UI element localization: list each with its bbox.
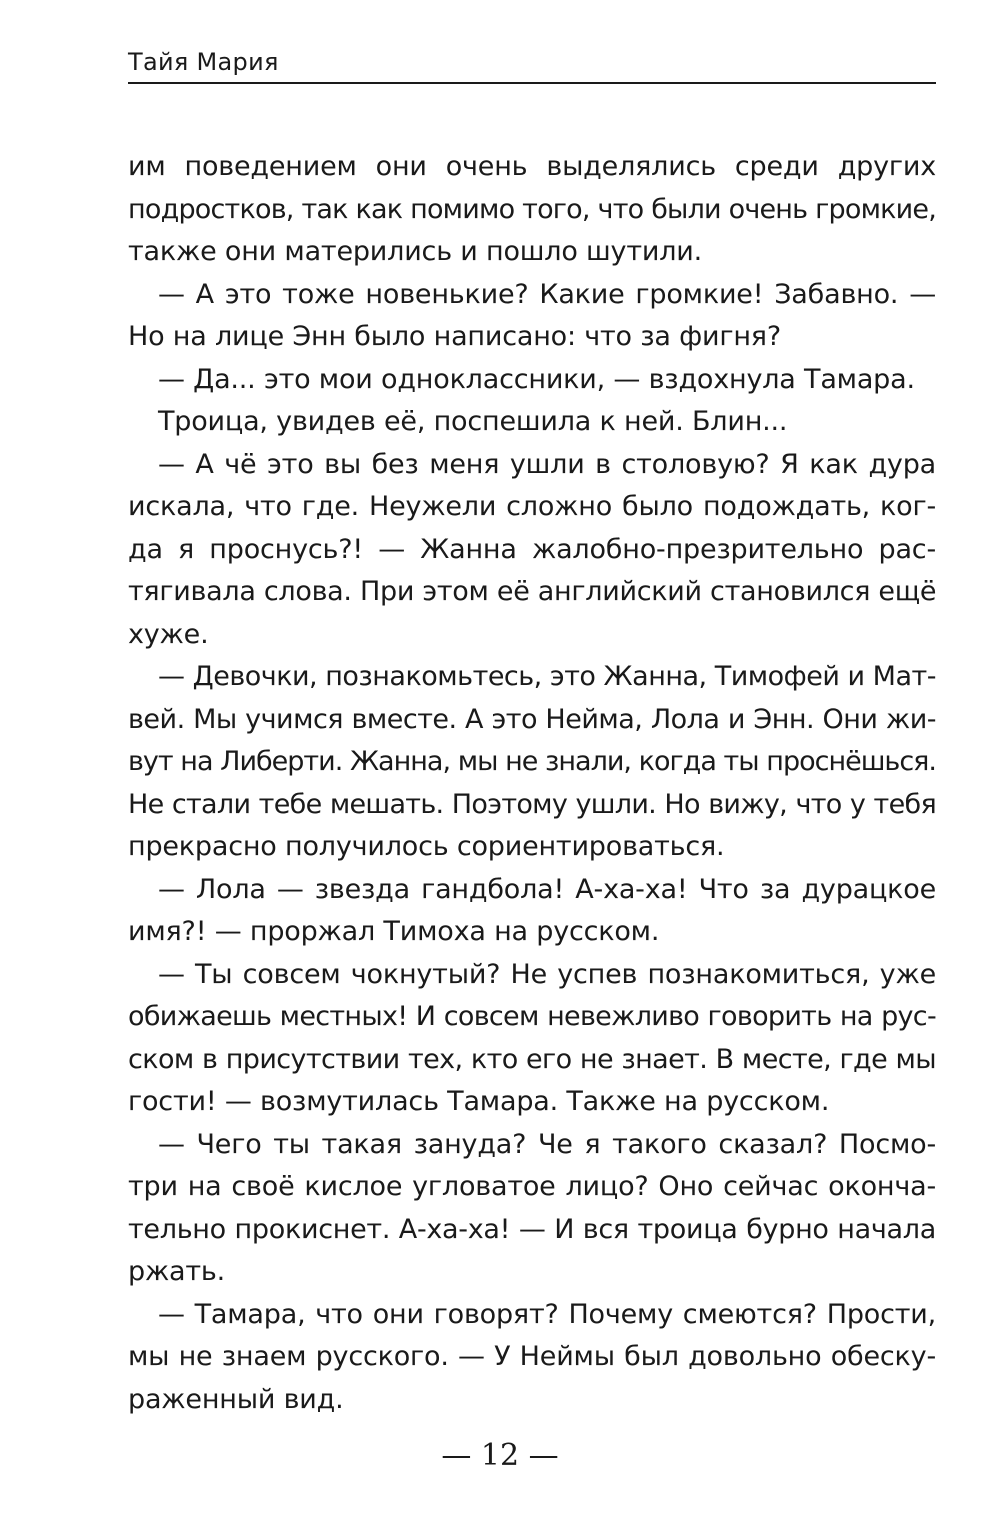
text-line: Троица, увидев её, поспешила к ней. Блин... bbox=[158, 406, 788, 437]
text-line: раженный вид. bbox=[128, 1383, 344, 1415]
text-line: вут на Либерти. Жанна, мы не знали, когда ты проснёшься. bbox=[128, 746, 936, 777]
text-line: — Чего ты такая зануда? Че я такого сказал? Посмо- bbox=[158, 1128, 936, 1160]
text-line: — А это тоже новенькие? Какие громкие! Забавно. — bbox=[158, 278, 936, 310]
text-line: — Ты совсем чокнутый? Не успев познакомиться, уже bbox=[158, 958, 936, 990]
running-header bbox=[128, 46, 936, 84]
text-line: — Лола — звезда гандбола! А-ха-ха! Что за дурацкое bbox=[158, 873, 936, 905]
text-line: ском в присутствии тех, кто его не знает. В месте, где мы bbox=[128, 1043, 936, 1075]
text-line: ржать. bbox=[128, 1256, 226, 1287]
text-line: вей. Мы учимся вместе. А это Нейма, Лола и Энн. Они жи- bbox=[128, 703, 936, 735]
text-line: Не стали тебе мешать. Поэтому ушли. Но вижу, что у тебя bbox=[128, 788, 936, 820]
text-line: — Тамара, что они говорят? Почему смеются? Прости, bbox=[158, 1298, 936, 1330]
text-line: — А чё это вы без меня ушли в столовую? Я как дура bbox=[158, 448, 936, 480]
author-name: Тайя Мария bbox=[128, 48, 279, 76]
text-line: тягивала слова. При этом её английский становился ещё bbox=[128, 576, 937, 607]
text-line: прекрасно получилось сориентироваться. bbox=[128, 831, 725, 862]
text-line: искала, что где. Неужели сложно было подождать, ког- bbox=[128, 491, 936, 522]
page-number: — 12 — bbox=[441, 1438, 559, 1473]
text-line: им поведением они очень выделялись среди других bbox=[128, 151, 936, 182]
text-line: — Да... это мои одноклассники, — вздохнула Тамара. bbox=[158, 363, 915, 395]
text-line: подростков, так как помимо того, что были очень громкие, bbox=[128, 193, 936, 225]
text-line: — Девочки, познакомьтесь, это Жанна, Тимофей и Мат- bbox=[158, 661, 936, 692]
text-line: хуже. bbox=[128, 618, 209, 650]
text-line: имя?! — проржал Тимоха на русском. bbox=[128, 916, 660, 947]
text-line: мы не знаем русского. — У Неймы был довольно обеску- bbox=[128, 1341, 936, 1372]
body-text bbox=[128, 146, 936, 1421]
text-line: обижаешь местных! И совсем невежливо говорить на рус- bbox=[128, 1001, 936, 1032]
text-line: три на своё кислое угловатое лицо? Оно сейчас оконча- bbox=[128, 1171, 936, 1202]
text-line: также они матерились и пошло шутили. bbox=[128, 236, 702, 267]
text-line: тельно прокиснет. А-ха-ха! — И вся троица бурно начала bbox=[128, 1213, 936, 1245]
text-line: гости! — возмутилась Тамара. Также на русском. bbox=[128, 1086, 830, 1117]
text-line: Но на лице Энн было написано: что за фигня? bbox=[128, 321, 781, 352]
text-line: да я проснусь?! — Жанна жалобно-презрительно рас- bbox=[128, 533, 936, 565]
